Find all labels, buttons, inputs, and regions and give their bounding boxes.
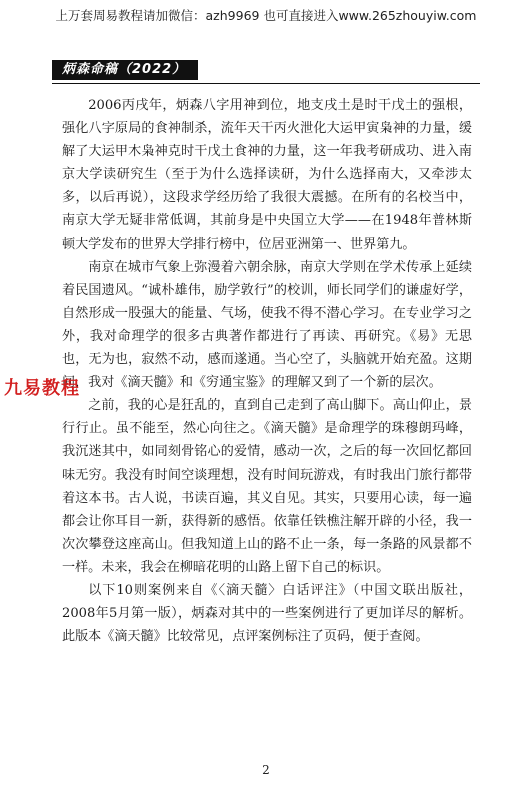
paragraph-3: 之前，我的心是狂乱的，直到自己走到了高山脚下。高山仰止，景行行止。虽不能至，然心向往之。《滴天髓》是命理学的珠穆朗玛峰，我沉迷其中，如同刻骨铭心的爱情，感动一次，之后的每一次回忆都回味无穷。我没有时间空谈理想，没有时间玩游戏，有时我出门旅行都带着这本书。古人说，书读百遍，其义自见。其实，只要用心读，每一遍都会让你耳目一新，获得新的感悟。依靠任铁樵注解开辟的小径，我一次次攀登这座高山。但我知道上山的路不止一条，每一条路的风景都不一样。未来，我会在柳暗花明的山路上留下自己的标识。	[62, 398, 472, 575]
watermark-logo: 九易教程	[4, 378, 80, 399]
chapter-banner: 炳森命稿（2022）	[52, 60, 198, 80]
paragraph-4: 以下10则案例来自《〈滴天髓〉白话评注》（中国文联出版社，2008年5月第一版），炳森对其中的一些案例进行了更加详尽的解析。此版本《滴天髓》比较常见，点评案例标注了页码，便于查阅。	[62, 582, 472, 645]
article-body	[62, 94, 472, 648]
paragraph-2: 南京在城市气象上弥漫着六朝余脉，南京大学则在学术传承上延续着民国遗风。“诚朴雄伟，励学敦行”的校训，师长同学们的谦虚好学，自然形成一股强大的能量、气场，使我不得不潜心学习。在专业学习之外，我对命理学的很多古典著作都进行了再读、再研究。《易》无思也，无为也，寂然不动，感而遂通。当心空了，头脑就开始充盈。这期间，我对《滴天髓》和《穷通宝鉴》的理解又到了一个新的层次。	[62, 259, 472, 391]
header-rule	[52, 83, 480, 84]
page-number: 2	[262, 763, 270, 777]
promo-header: 上万套周易教程请加微信：azh9969 也可直接进入www.265zhouyiw.com	[55, 8, 477, 23]
paragraph-1: 2006丙戌年，炳森八字用神到位，地支戌土是时干戊土的强根，强化八字原局的食神制杀，流年天干丙火泄化大运甲寅枭神的力量，缓解了大运甲木枭神克时干戊土食神的力量，这一年我考研成功、进入南京大学读研究生（至于为什么选择读研，为什么选择南大，又牵涉太多，以后再说），这段求学经历给了我很大震撼。在所有的名校当中，南京大学无疑非常低调，其前身是中央国立大学——在1948年普林斯顿大学发布的世界大学排行榜中，位居亚洲第一、世界第九。	[62, 98, 472, 252]
